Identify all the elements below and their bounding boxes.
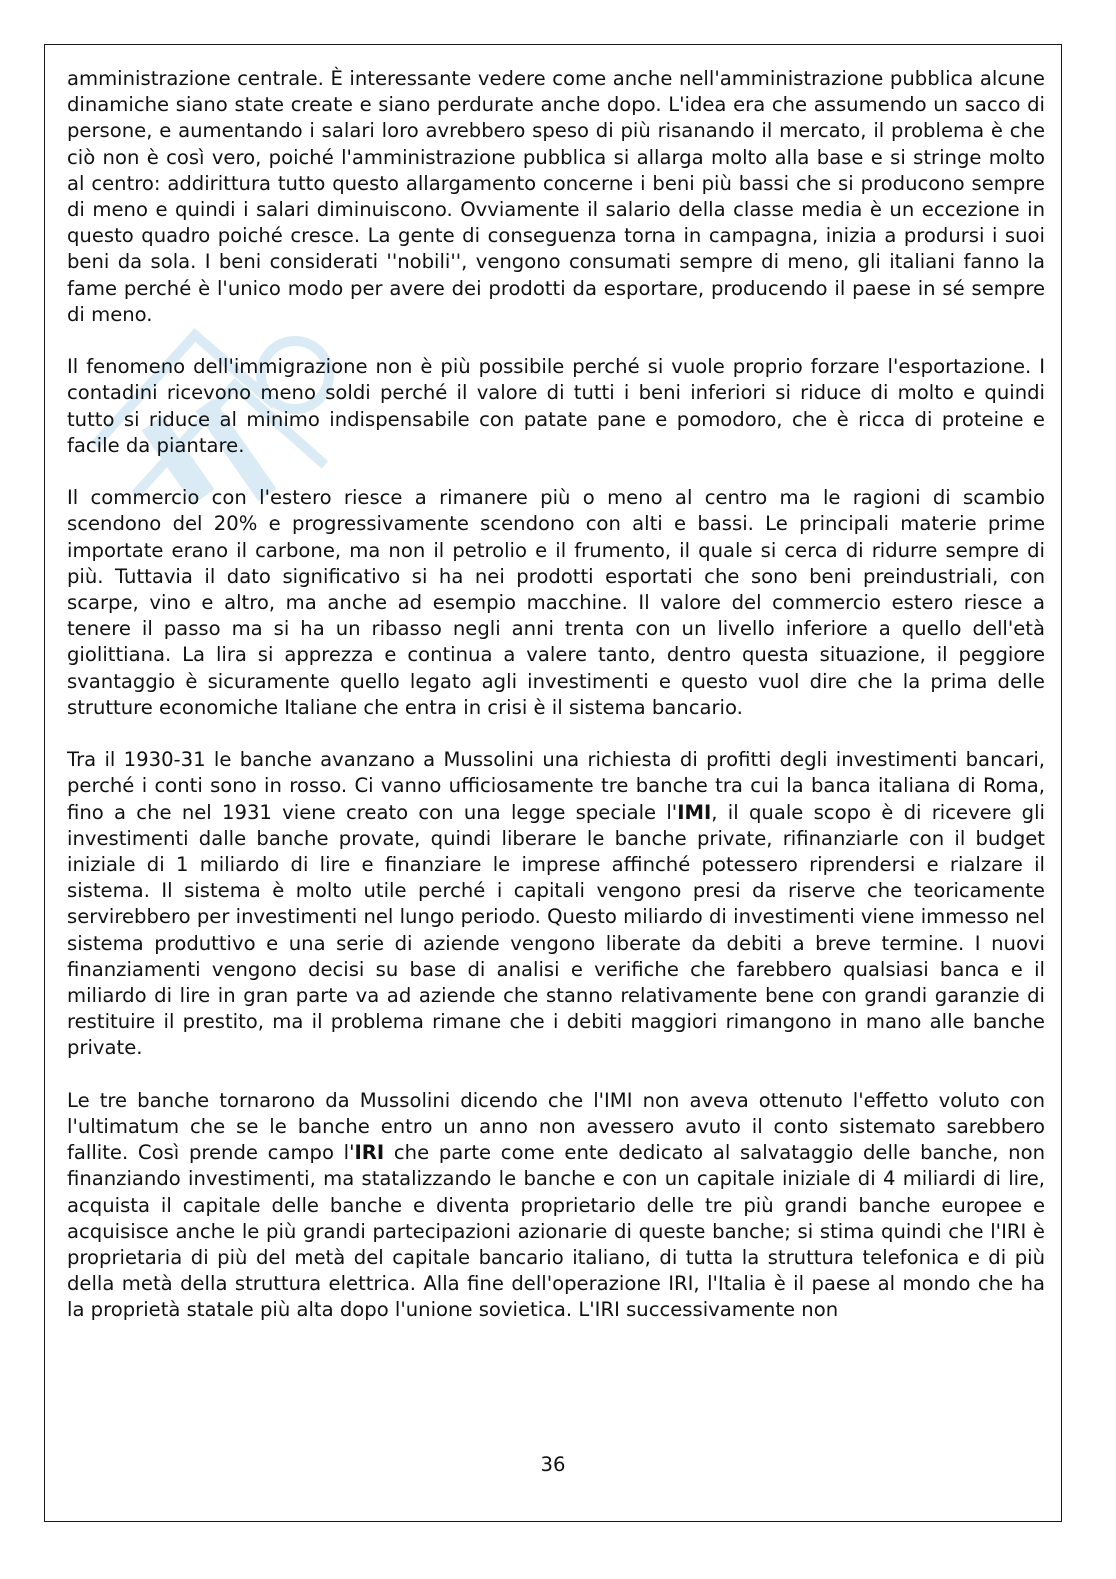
page-number: 36 <box>540 1453 566 1476</box>
bold-term: IMI <box>677 800 712 824</box>
paragraph-text: Il commercio con l'estero riesce a rimanere più o meno al centro ma le ragioni di scambio scendono del 20% e progressivamente scendono con alti e bassi. Le principali materie prime importate erano il carbone, ma non il petrolio e il frumento, il quale si cerca di ridurre sempre di più. Tuttavia il dato significativo si ha nei prodotti esportati che sono beni preindustriali, con scarpe, vino e altro, ma anche ad esempio macchine. Il valore del commercio estero riesce a tenere il passo ma si ha un ribasso negli anni trenta con un livello inferiore a quello dell'età giolittiana. La lira si apprezza e continua a valere tanto, dentro questa situazione, il peggiore svantaggio è sicuramente quello legato agli investimenti e questo vuol dire che la prima delle strutture economiche Italiane che entra in crisi è il sistema bancario. <box>67 486 1045 719</box>
bold-term: IRI <box>354 1141 385 1165</box>
paragraph <box>67 66 1045 328</box>
page-frame <box>44 44 1062 1522</box>
paragraph-text: , il quale scopo è di ricevere gli investimenti dalle banche provate, quindi liberare le banche private, rifinanziarle con il budget iniziale di 1 miliardo di lire e finanziare le imprese affinché potessero riprendersi e rialzare il sistema. Il sistema è molto utile perché i capitali vengono presi da riserve che teoricamente servirebbero per investimenti nel lungo periodo. Questo miliardo di investimenti viene immesso nel sistema produttivo e una serie di aziende vengono liberate da debiti a breve termine. I nuovi finanziamenti vengono decisi su base di analisi e verifiche che farebbero qualsiasi banca e il miliardo di lire in gran parte va ad aziende che stanno relativamente bene con grandi garanzie di restituire il prestito, ma il problema rimane che i debiti maggiori rimangono in mano alle banche private. <box>67 800 1045 1060</box>
paragraph <box>67 747 1045 1061</box>
paragraph <box>67 1088 1045 1324</box>
paragraph-text: Il fenomeno dell'immigrazione non è più possibile perché si vuole proprio forzare l'esportazione. I contadini ricevono meno soldi perché il valore di tutti i beni inferiori si riduce di molto e quindi tutto si riduce al minimo indispensabile con patate pane e pomodoro, che è ricca di proteine e facile da piantare. <box>67 355 1045 457</box>
paragraph-text: che parte come ente dedicato al salvataggio delle banche, non finanziando investimenti, ma statalizzando le banche e con un capitale iniziale di 4 miliardi di lire, acquista il capitale delle banche e diventa proprietario delle tre più grandi banche europee e acquisisce anche le più grandi partecipazioni azionarie di queste banche; si stima quindi che l'IRI è proprietaria di più del metà del capitale bancario italiano, di tutta la struttura telefonica e di più della metà della struttura elettrica. Alla fine dell'operazione IRI, l'Italia è il paese al mondo che ha la proprietà statale più alta dopo l'unione sovietica. L'IRI successivamente non <box>67 1141 1045 1322</box>
paragraph-text: Le tre banche tornarono da Mussolini dicendo che l'IMI non aveva ottenuto l'effetto voluto con l'ultimatum che se le banche entro un anno non avessero avuto il conto sistemato sarebbero fallite. Così prende campo l' <box>67 1088 1045 1165</box>
paragraph <box>67 485 1045 721</box>
paragraph-text: amministrazione centrale. È interessante vedere come anche nell'amministrazione pubblica alcune dinamiche siano state create e siano perdurate anche dopo. L'idea era che assumendo un sacco di persone, e aumentando i salari loro avrebbero speso di più risanando il mercato, il problema è che ciò non è così vero, poiché l'amministrazione pubblica si allarga molto alla base e si stringe molto al centro: addirittura tutto questo allargamento concerne i beni più bassi che si producono sempre di meno e quindi i salari diminuiscono. Ovviamente il salario della classe media è un eccezione in questo quadro poiché cresce. La gente di conseguenza torna in campagna, inizia a prodursi i suoi beni da sola. I beni considerati ''nobili'', vengono consumati sempre di meno, gli italiani fanno la fame perché è l'unico modo per avere dei prodotti da esportare, producendo il paese in sé sempre di meno. <box>67 67 1045 326</box>
document-body <box>67 66 1045 1324</box>
paragraph-text: Tra il 1930-31 le banche avanzano a Mussolini una richiesta di profitti degli investimenti bancari, perché i conti sono in rosso. Ci vanno ufficiosamente tre banche tra cui la banca italiana di Roma, fino a che nel 1931 viene creato con una legge speciale l' <box>67 748 1045 824</box>
paragraph <box>67 354 1045 459</box>
